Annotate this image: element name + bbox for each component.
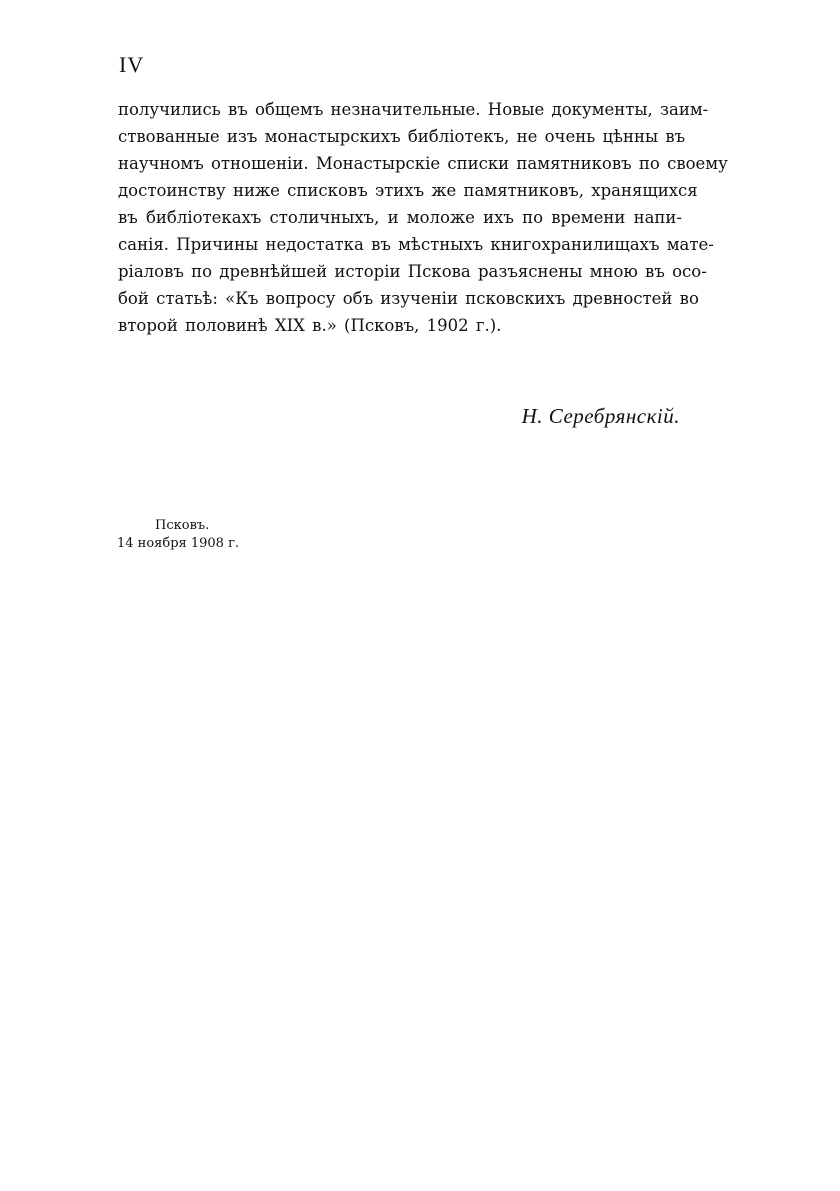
place-and-date <box>117 517 239 553</box>
place: Псковъ. <box>155 518 210 533</box>
text-line: бой статьѣ: «Къ вопросу объ изученіи псковскихъ древностей во <box>118 289 699 308</box>
text-line: ріаловъ по древнѣйшей исторіи Пскова разъяснены мною въ осо- <box>118 262 707 281</box>
page-number: IV <box>119 52 145 77</box>
text-line: достоинству ниже списковъ этихъ же памятниковъ, хранящихся <box>118 181 698 200</box>
text-line: получились въ общемъ незначительные. Новые документы, заим- <box>118 100 709 119</box>
text-line: въ библіотекахъ столичныхъ, и моложе ихъ по времени напи- <box>118 208 682 227</box>
text-line: санія. Причины недостатка въ мѣстныхъ книгохранилищахъ мате- <box>118 235 714 254</box>
text-line: второй половинѣ XIX в.» (Псковъ, 1902 г.). <box>118 316 502 335</box>
author-signature: Н. Серебрянскій. <box>521 404 680 428</box>
date: 14 ноября 1908 г. <box>117 536 240 551</box>
body-paragraph <box>118 96 728 339</box>
text-line: научномъ отношеніи. Монастырскіе списки памятниковъ по своему <box>118 154 728 173</box>
text-line: ствованные изъ монастырскихъ библіотекъ, не очень цѣнны въ <box>118 127 686 146</box>
